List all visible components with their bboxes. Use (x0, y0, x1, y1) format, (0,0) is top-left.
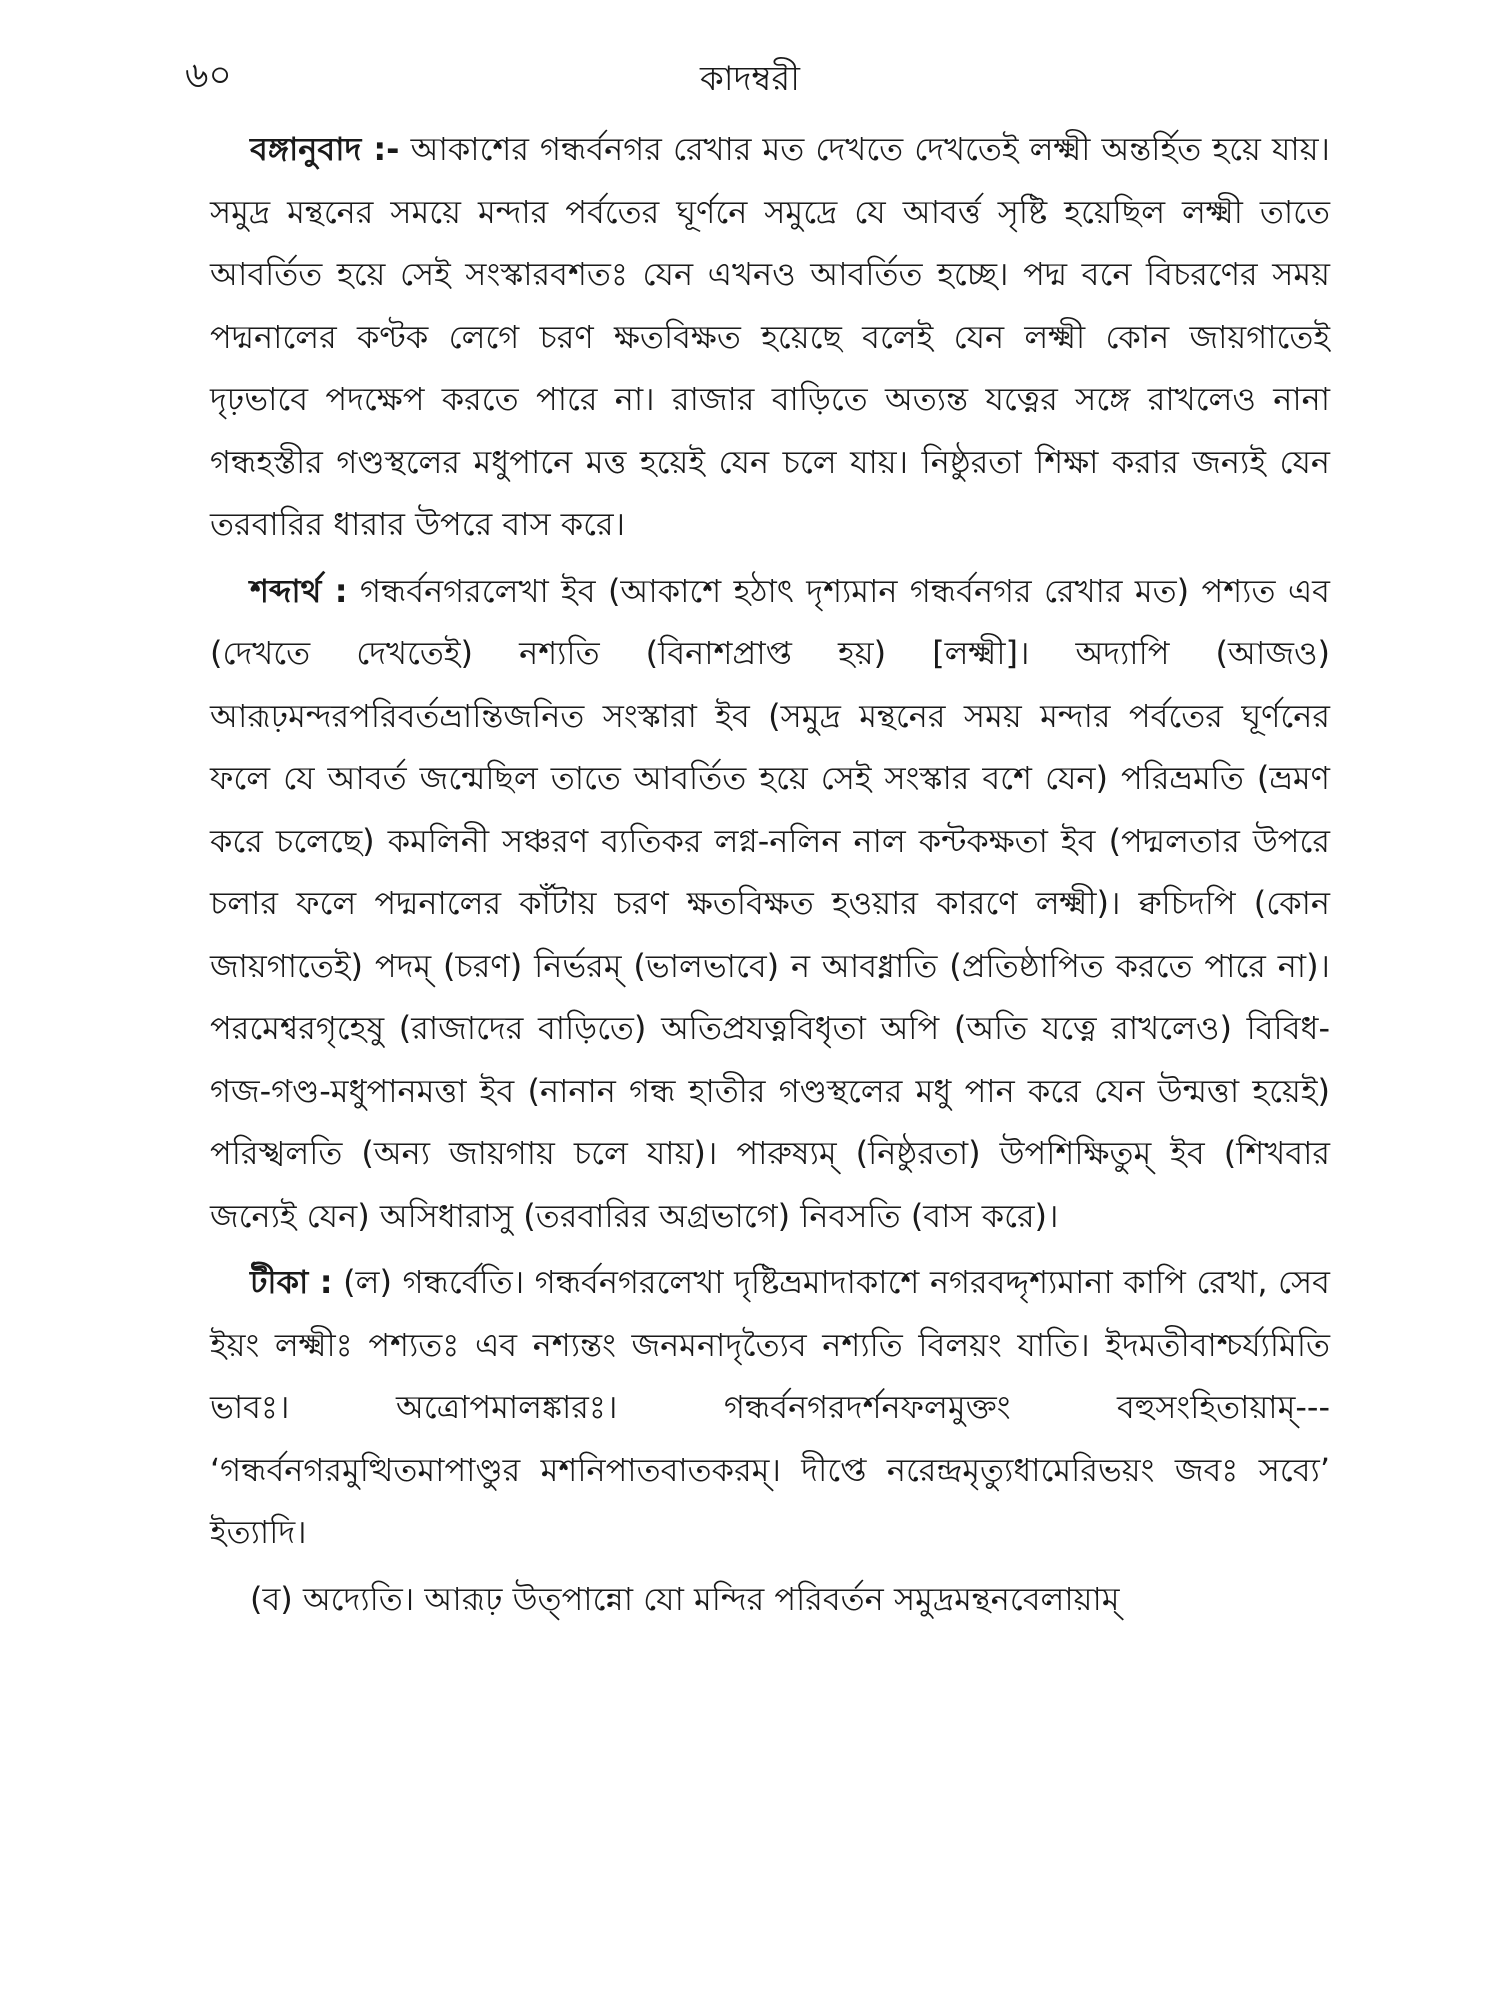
commentary-b-text: (ব) অদ্যেতি। আরূঢ় উত্পান্নো যো মন্দির পরিবর্তন সমুদ্রমন্থনবেলায়াম্ (250, 1579, 1120, 1618)
paragraph-commentary (210, 1251, 1330, 1564)
paragraph-word-meaning (210, 560, 1330, 1248)
running-head-title: কাদম্বরী (700, 59, 800, 99)
translation-text: আকাশের গন্ধর্বনগর রেখার মত দেখতে দেখতেই লক্ষ্মী অন্তর্হিত হয়ে যায়। সমুদ্র মন্থনের সময়ে মন্দার পর্বতের ঘূর্ণনে সমুদ্রে যে আবর্ত্ত সৃষ্টি হয়েছিল লক্ষ্মী তাতে আবর্তিত হয়ে সেই সংস্কারবশতঃ যেন এখনও আবর্তিত হচ্ছে। পদ্ম বনে বিচরণের সময় পদ্মনালের কণ্টক লেগে চরণ ক্ষতবিক্ষত হয়েছে বলেই যেন লক্ষ্মী কোন জায়গাতেই দৃঢ়ভাবে পদক্ষেপ করতে পারে না। রাজার বাড়িতে অত্যন্ত যত্নের সঙ্গে রাখলেও নানা গন্ধহস্তীর গণ্ডস্থলের মধুপানে মত্ত হয়েই যেন চলে যায়। নিষ্ঠুরতা শিক্ষা করার জন্যই যেন তরবারির ধারার উপরে বাস করে। (210, 130, 1330, 543)
word-meaning-text: গন্ধর্বনগরলেখা ইব (আকাশে হঠাৎ দৃশ্যমান গন্ধর্বনগর রেখার মত) পশ্যত এব (দেখতে দেখতেই) নশ্যতি (বিনাশপ্রাপ্ত হয়) [লক্ষ্মী]। অদ্যাপি (আজও) আরূঢ়মন্দরপরিবর্তভ্রান্তিজনিত সংস্কারা ইব (সমুদ্র মন্থনের সময় মন্দার পর্বতের ঘূর্ণনের ফলে যে আবর্ত জন্মেছিল তাতে আবর্তিত হয়ে সেই সংস্কার বশে যেন) পরিভ্রমতি (ভ্রমণ করে চলেছে) কমলিনী সঞ্চরণ ব্যতিকর লগ্ন-নলিন নাল কন্টকক্ষতা ইব (পদ্মলতার উপরে চলার ফলে পদ্মনালের কাঁটায় চরণ ক্ষতবিক্ষত হওয়ার কারণে লক্ষ্মী)। ক্বচিদপি (কোন জায়গাতেই) পদম্ (চরণ) নির্ভরম্ (ভালভাবে) ন আবধ্নাতি (প্রতিষ্ঠাপিত করতে পারে না)। পরমেশ্বরগৃহেষু (রাজাদের বাড়িতে) অতিপ্রযত্নবিধৃতা অপি (অতি যত্নে রাখলেও) বিবিধ-গজ-গণ্ড-মধুপানমত্তা ইব (নানান গন্ধ হাতীর গণ্ডস্থলের মধু পান করে যেন উন্মত্তা হয়েই) পরিস্খলতি (অন্য জায়গায় চলে যায়)। পারুষ্যম্ (নিষ্ঠুরতা) উপশিক্ষিতুম্ ইব (শিখবার জন্যেই যেন) অসিধারাসু (তরবারির অগ্রভাগে) নিবসতি (বাস করে)। (210, 571, 1330, 1235)
section-label-word-meaning: শব্দার্থ : (250, 571, 348, 610)
paragraph-translation (210, 118, 1330, 556)
section-label-commentary: টীকা : (250, 1263, 333, 1301)
page-number: ৬০ (185, 55, 232, 96)
section-label-translation: বঙ্গানুবাদ :- (250, 130, 400, 168)
paragraph-commentary-b (210, 1568, 1330, 1631)
commentary-text: (ল) গন্ধর্বেতি। গন্ধর্বনগরলেখা দৃষ্টিভ্রমাদাকাশে নগরবদ্দৃশ্যমানা কাপি রেখা, সেব ইয়ং লক্ষ্মীঃ পশ্যতঃ এব নশ্যন্তং জনমনাদৃত্যৈব নশ্যতি বিলয়ং যাতি। ইদমতীবাশ্চর্য্যমিতি ভাবঃ। অত্রোপমালঙ্কারঃ। গন্ধর্বনগরদর্শনফলমুক্তং বহুসংহিতায়াম্--- ‘গন্ধর্বনগরমুত্থিতমাপাণ্ডুর মশনিপাতবাতকরম্। দীপ্তে নরেন্দ্রমৃত্যুধামেরিভয়ং জবঃ সব্যে’ ইত্যাদি। (210, 1263, 1330, 1551)
page-body (210, 118, 1330, 1630)
